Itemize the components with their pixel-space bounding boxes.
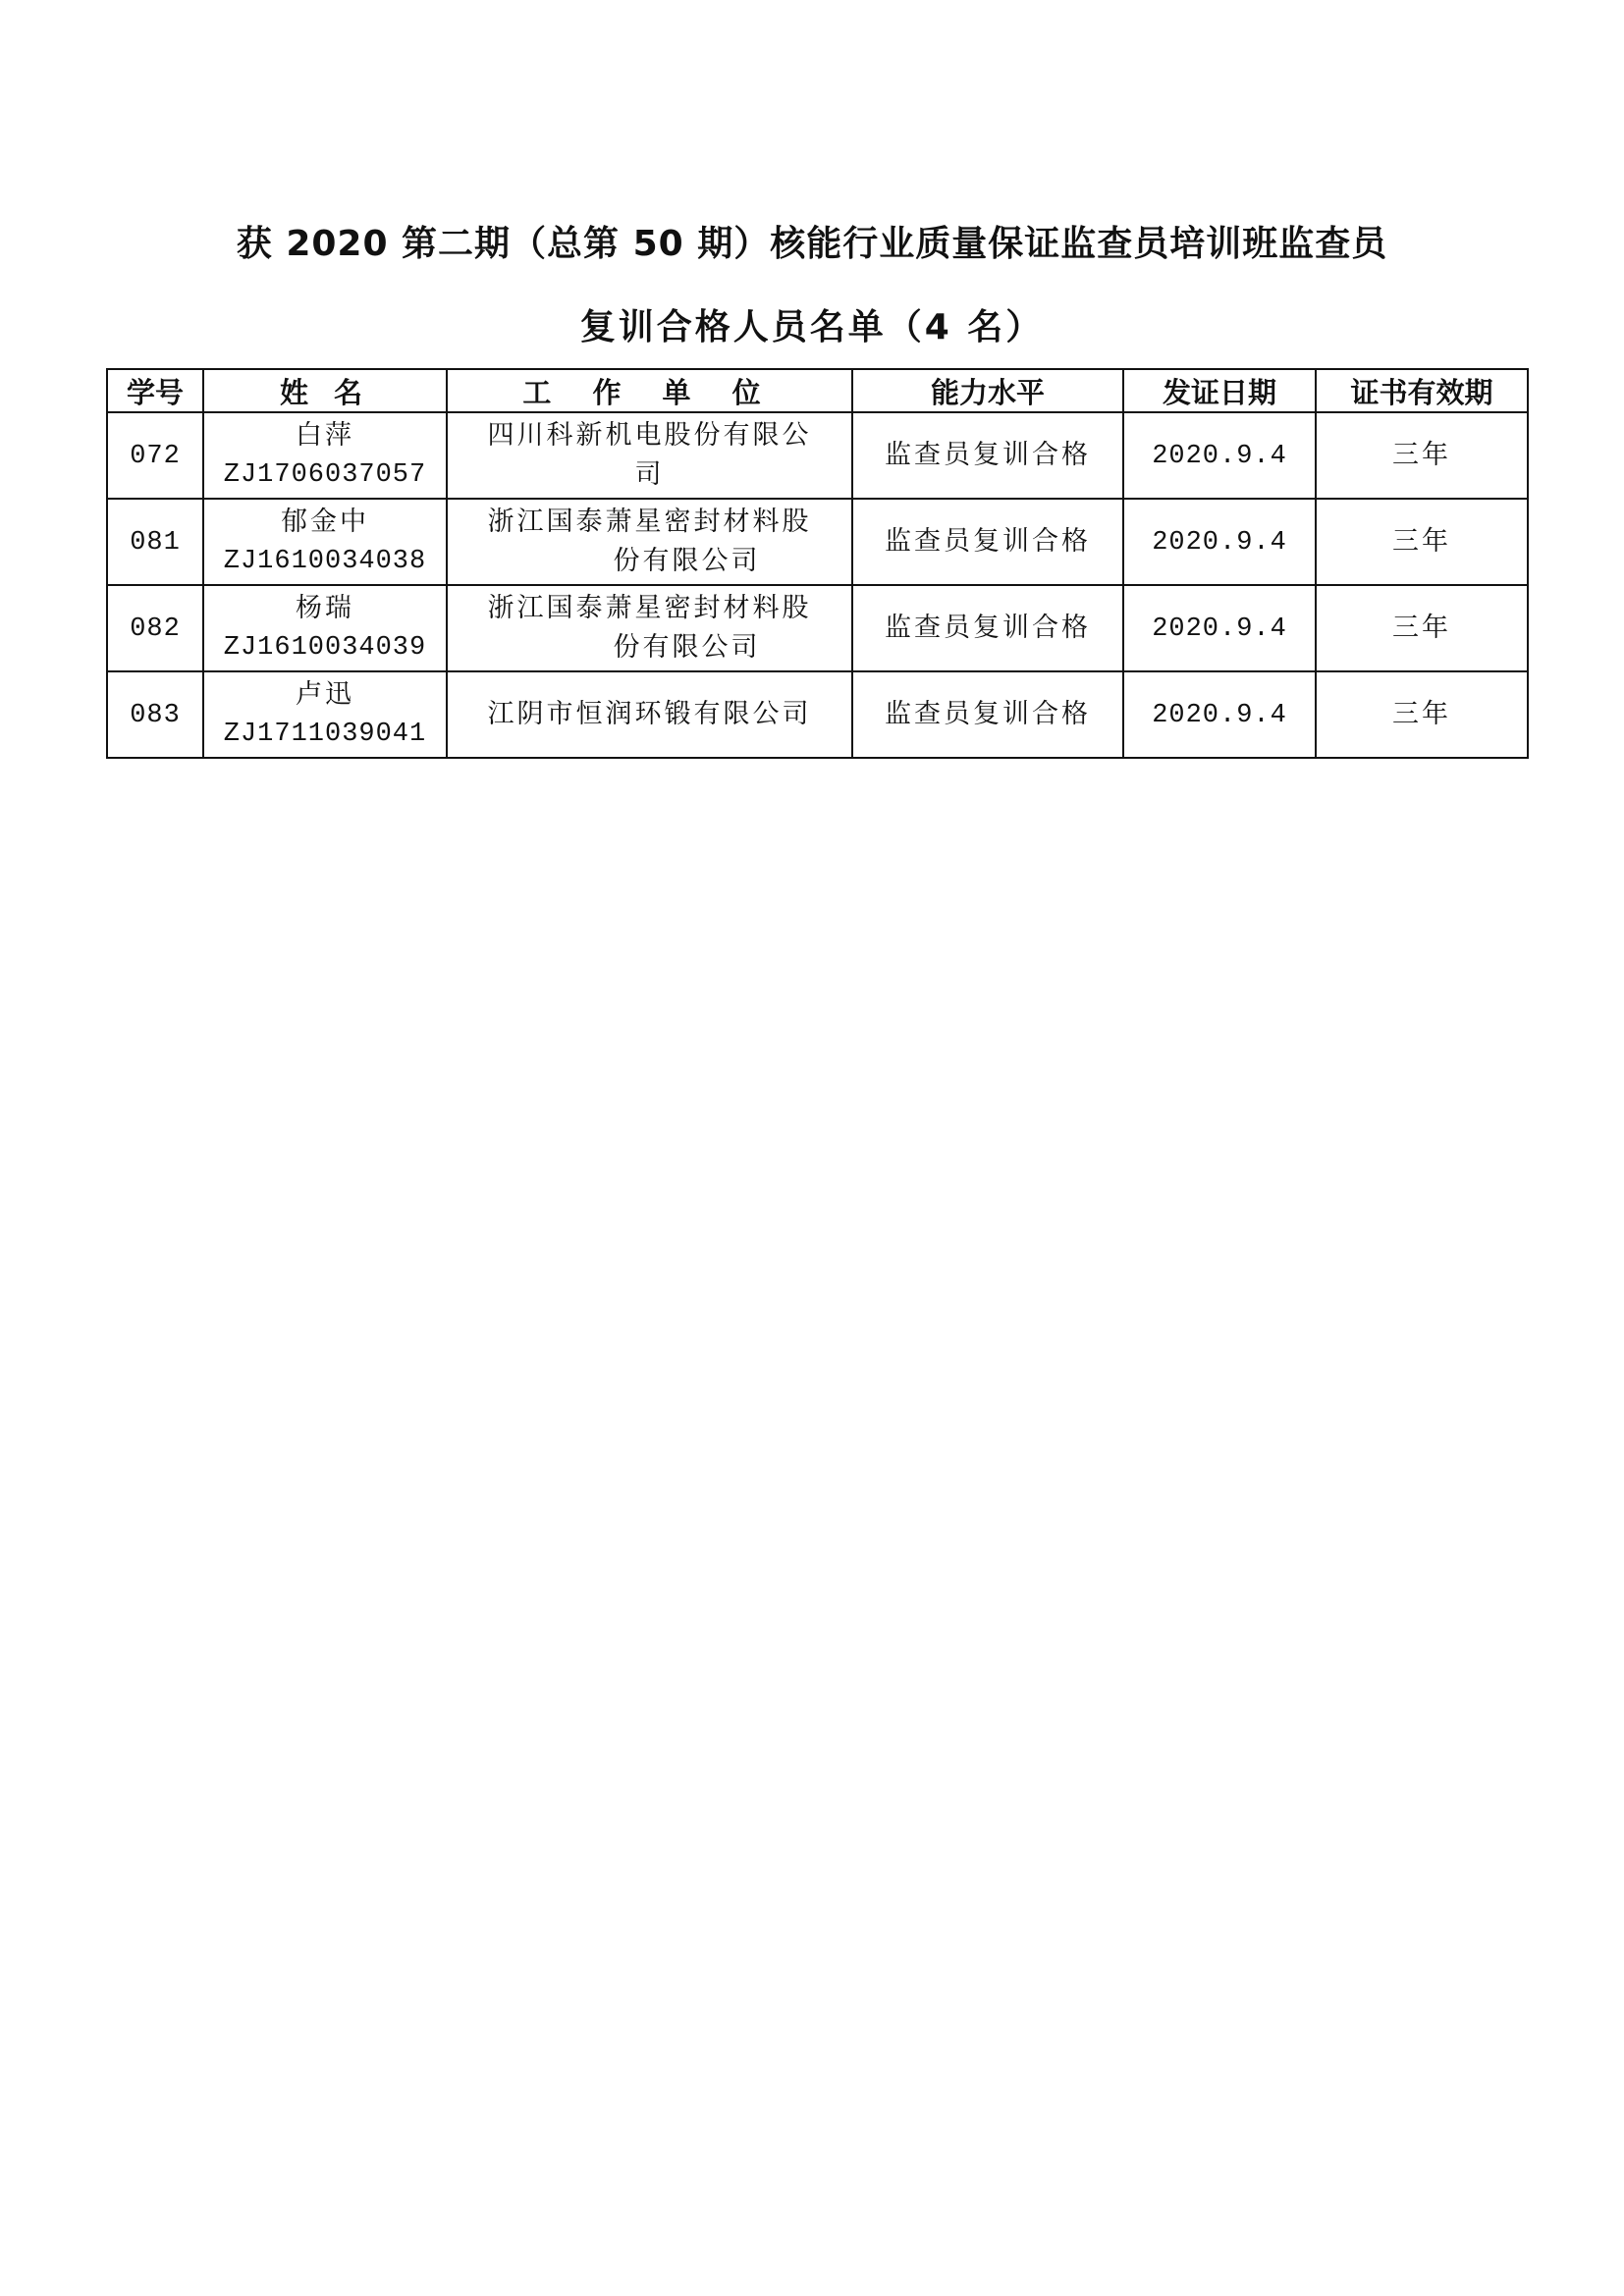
header-competence-level: 能力水平 [852,369,1123,412]
document-title-line-1: 获 2020 第二期（总第 50 期）核能行业质量保证监查员培训班监查员 [236,224,1388,264]
cell-name [203,412,447,499]
cell-competence-level: 监查员复训合格 [852,585,1123,671]
table-row [107,585,1528,671]
cell-work-unit [447,585,852,671]
cell-name [203,585,447,671]
person-id: ZJ1711039041 [223,720,427,749]
work-unit-line-2: 份有限公司 [613,546,761,576]
person-name: 白萍 [296,420,354,451]
person-name: 杨瑞 [296,593,354,623]
header-student-no: 学号 [107,369,203,412]
person-id: ZJ1706037057 [223,460,427,490]
cell-student-no: 083 [107,671,203,758]
cell-issue-date: 2020.9.4 [1123,671,1316,758]
cell-name [203,499,447,585]
qualified-personnel-table [106,368,1529,759]
header-name: 姓 名 [203,369,447,412]
work-unit-line-1: 浙江国泰萧星密封材料股 [487,507,812,537]
person-name: 郁金中 [281,507,369,537]
header-issue-date: 发证日期 [1123,369,1316,412]
cell-competence-level: 监查员复训合格 [852,671,1123,758]
cell-student-no: 081 [107,499,203,585]
person-name: 卢迅 [296,679,354,710]
header-work-unit: 工 作 单 位 [447,369,852,412]
person-id: ZJ1610034038 [223,547,427,576]
cell-issue-date: 2020.9.4 [1123,585,1316,671]
table-row [107,499,1528,585]
work-unit-line-2: 司 [634,459,665,490]
document-title-line-2: 复训合格人员名单（4 名） [579,307,1045,347]
table-row [107,671,1528,758]
table-header-row [107,369,1528,412]
cell-issue-date: 2020.9.4 [1123,412,1316,499]
work-unit-line-1: 四川科新机电股份有限公 [487,420,812,451]
cell-student-no: 072 [107,412,203,499]
cell-issue-date: 2020.9.4 [1123,499,1316,585]
cell-competence-level: 监查员复训合格 [852,412,1123,499]
cell-work-unit [447,671,852,758]
cell-validity: 三年 [1316,412,1528,499]
cell-student-no: 082 [107,585,203,671]
cell-validity: 三年 [1316,585,1528,671]
work-unit-line-1: 浙江国泰萧星密封材料股 [487,593,812,623]
table-row [107,412,1528,499]
cell-work-unit [447,499,852,585]
cell-validity: 三年 [1316,671,1528,758]
header-certificate-validity: 证书有效期 [1316,369,1528,412]
cell-name [203,671,447,758]
cell-work-unit [447,412,852,499]
work-unit-line-1: 江阴市恒润环锻有限公司 [487,699,812,729]
person-id: ZJ1610034039 [223,633,427,663]
cell-validity: 三年 [1316,499,1528,585]
cell-competence-level: 监查员复训合格 [852,499,1123,585]
work-unit-line-2: 份有限公司 [613,632,761,663]
